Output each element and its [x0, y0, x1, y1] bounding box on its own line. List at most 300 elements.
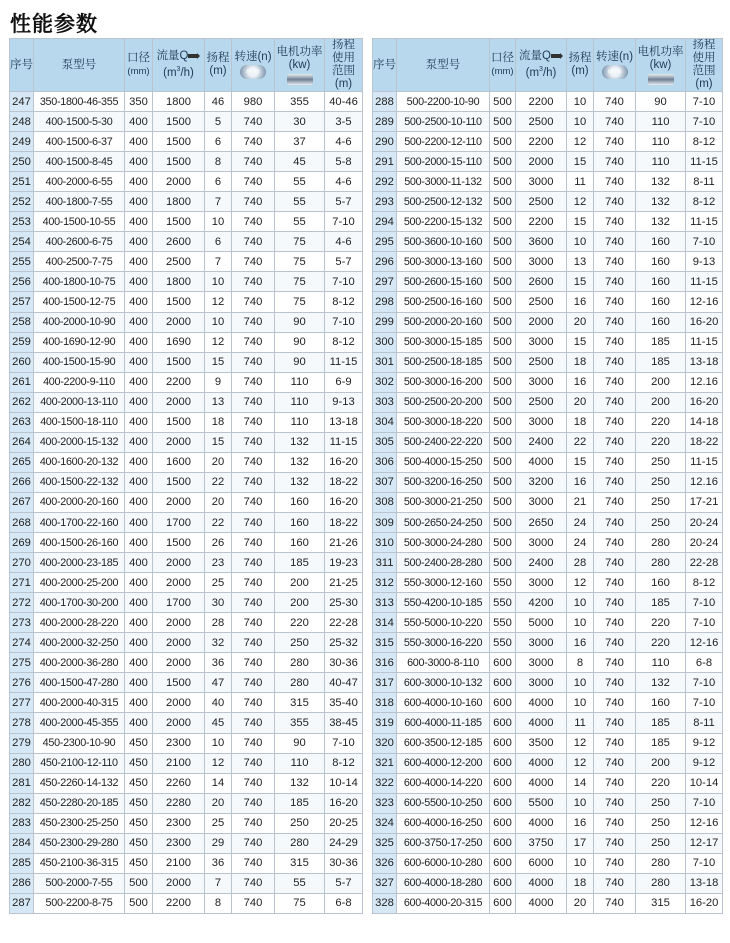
cell-model: 600-4000-12-200	[397, 753, 490, 773]
cell-caliber: 500	[490, 452, 516, 472]
cell-flow: 2500	[516, 352, 567, 372]
cell-caliber: 450	[125, 793, 153, 813]
cell-caliber: 400	[125, 593, 153, 613]
cell-seq: 273	[10, 613, 34, 633]
table-row	[10, 553, 363, 573]
cell-range: 9-13	[325, 392, 363, 412]
cell-caliber: 600	[490, 673, 516, 693]
table-row	[10, 172, 363, 192]
cell-caliber: 450	[125, 733, 153, 753]
cell-flow: 5500	[516, 793, 567, 813]
cell-model: 550-3000-12-160	[397, 573, 490, 593]
cell-power: 250	[275, 813, 325, 833]
cell-flow: 3000	[516, 533, 567, 553]
cell-model: 500-3200-16-250	[397, 472, 490, 492]
header-model: 泵型号	[34, 39, 125, 92]
table-row	[373, 793, 723, 813]
table-row	[10, 653, 363, 673]
cell-seq: 271	[10, 573, 34, 593]
cell-seq: 267	[10, 492, 34, 512]
cell-caliber: 550	[490, 593, 516, 613]
cell-range: 8-12	[325, 753, 363, 773]
cell-head: 12	[567, 753, 594, 773]
cell-flow: 2500	[153, 252, 205, 272]
cell-flow: 2000	[153, 392, 205, 412]
table-row	[10, 492, 363, 512]
table-row	[10, 873, 363, 893]
cell-seq: 283	[10, 813, 34, 833]
cell-head: 25	[205, 813, 232, 833]
cell-caliber: 400	[125, 392, 153, 412]
cell-seq: 310	[373, 533, 397, 553]
cell-seq: 280	[10, 753, 34, 773]
cell-caliber: 400	[125, 192, 153, 212]
cell-power: 160	[636, 252, 686, 272]
cell-power: 220	[636, 412, 686, 432]
table-row	[10, 152, 363, 172]
cell-power: 160	[636, 312, 686, 332]
cell-model: 600-4000-20-315	[397, 893, 490, 913]
cell-head: 6	[205, 172, 232, 192]
cell-range: 11-15	[325, 432, 363, 452]
cell-model: 500-2400-28-280	[397, 553, 490, 573]
cell-range: 4-6	[325, 172, 363, 192]
cell-model: 450-2100-12-110	[34, 753, 125, 773]
cell-range: 7-10	[686, 232, 723, 252]
cell-flow: 2000	[516, 152, 567, 172]
cell-flow: 2000	[153, 432, 205, 452]
cell-speed: 740	[594, 492, 636, 512]
cell-range: 18-22	[686, 432, 723, 452]
cell-caliber: 400	[125, 653, 153, 673]
cell-seq: 290	[373, 132, 397, 152]
cell-caliber: 350	[125, 92, 153, 112]
table-row	[373, 172, 723, 192]
cell-seq: 327	[373, 873, 397, 893]
cell-model: 400-1500-22-132	[34, 472, 125, 492]
table-row	[10, 593, 363, 613]
table-row	[373, 432, 723, 452]
table-row	[373, 252, 723, 272]
cell-head: 10	[205, 312, 232, 332]
table-row	[10, 392, 363, 412]
cell-model: 400-1500-26-160	[34, 533, 125, 553]
cell-model: 400-2000-10-90	[34, 312, 125, 332]
cell-flow: 1500	[153, 673, 205, 693]
cell-model: 400-1600-20-132	[34, 452, 125, 472]
cell-speed: 740	[594, 232, 636, 252]
header-model: 泵型号	[397, 39, 490, 92]
cell-caliber: 400	[125, 332, 153, 352]
cell-power: 185	[636, 713, 686, 733]
cell-power: 160	[636, 693, 686, 713]
motor-icon	[287, 74, 313, 85]
cell-range: 38-45	[325, 713, 363, 733]
cell-model: 500-3000-15-185	[397, 332, 490, 352]
cell-flow: 2300	[153, 833, 205, 853]
cell-speed: 740	[594, 212, 636, 232]
cell-speed: 740	[232, 893, 275, 913]
cell-head: 12	[205, 753, 232, 773]
header-seq: 序号	[373, 39, 397, 92]
cell-flow: 3000	[516, 633, 567, 653]
cell-seq: 313	[373, 593, 397, 613]
cell-flow: 2100	[153, 753, 205, 773]
cell-power: 200	[275, 593, 325, 613]
cell-power: 250	[636, 492, 686, 512]
cell-head: 15	[205, 432, 232, 452]
cell-flow: 2000	[153, 653, 205, 673]
cell-speed: 740	[594, 713, 636, 733]
cell-flow: 4000	[516, 753, 567, 773]
cell-power: 55	[275, 172, 325, 192]
cell-speed: 740	[594, 553, 636, 573]
table-row	[10, 733, 363, 753]
cell-power: 250	[636, 833, 686, 853]
cell-model: 500-2200-15-132	[397, 212, 490, 232]
cell-head: 15	[567, 272, 594, 292]
cell-seq: 268	[10, 512, 34, 532]
cell-flow: 3000	[516, 412, 567, 432]
cell-speed: 980	[232, 92, 275, 112]
cell-power: 75	[275, 893, 325, 913]
cell-speed: 740	[232, 292, 275, 312]
cell-power: 220	[636, 613, 686, 633]
cell-caliber: 600	[490, 813, 516, 833]
cell-head: 7	[205, 192, 232, 212]
cell-seq: 279	[10, 733, 34, 753]
cell-caliber: 500	[490, 112, 516, 132]
cell-flow: 2400	[516, 553, 567, 573]
cell-range: 30-36	[325, 653, 363, 673]
cell-power: 132	[636, 212, 686, 232]
cell-flow: 2100	[153, 853, 205, 873]
cell-seq: 260	[10, 352, 34, 372]
cell-flow: 2500	[516, 192, 567, 212]
cell-flow: 2200	[153, 372, 205, 392]
cell-speed: 740	[232, 573, 275, 593]
cell-caliber: 400	[125, 673, 153, 693]
table-row	[373, 312, 723, 332]
cell-speed: 740	[232, 152, 275, 172]
page-title: 性能参数	[10, 12, 98, 36]
cell-head: 20	[205, 452, 232, 472]
cell-seq: 256	[10, 272, 34, 292]
cell-speed: 740	[594, 372, 636, 392]
cell-seq: 264	[10, 432, 34, 452]
table-row	[10, 412, 363, 432]
cell-flow: 1800	[153, 92, 205, 112]
cell-seq: 263	[10, 412, 34, 432]
table-row	[373, 753, 723, 773]
table-row	[373, 412, 723, 432]
cell-seq: 293	[373, 192, 397, 212]
cell-caliber: 500	[490, 232, 516, 252]
table-row	[373, 853, 723, 873]
cell-speed: 740	[594, 753, 636, 773]
cell-head: 46	[205, 92, 232, 112]
cell-head: 8	[205, 893, 232, 913]
header-caliber: 口径 (mm)	[490, 39, 516, 92]
cell-flow: 2500	[516, 392, 567, 412]
cell-model: 400-1500-12-75	[34, 292, 125, 312]
cell-range: 8-11	[686, 172, 723, 192]
cell-flow: 3600	[516, 232, 567, 252]
table-row	[10, 132, 363, 152]
cell-flow: 1700	[153, 593, 205, 613]
cell-head: 5	[205, 112, 232, 132]
cell-caliber: 500	[490, 392, 516, 412]
cell-caliber: 450	[125, 773, 153, 793]
table-row	[10, 272, 363, 292]
cell-flow: 3000	[516, 653, 567, 673]
cell-range: 7-10	[325, 272, 363, 292]
cell-head: 28	[567, 553, 594, 573]
cell-range: 5-7	[325, 192, 363, 212]
cell-head: 23	[205, 553, 232, 573]
cell-caliber: 600	[490, 653, 516, 673]
cell-model: 500-2400-22-220	[397, 432, 490, 452]
cell-seq: 278	[10, 713, 34, 733]
cell-head: 10	[567, 593, 594, 613]
table-row	[10, 312, 363, 332]
cell-model: 500-3000-11-132	[397, 172, 490, 192]
cell-head: 18	[567, 873, 594, 893]
cell-flow: 1500	[153, 112, 205, 132]
table-row	[373, 352, 723, 372]
cell-model: 500-2000-15-110	[397, 152, 490, 172]
table-row	[373, 112, 723, 132]
header-power: 电机功率 (kw)	[275, 39, 325, 92]
cell-caliber: 400	[125, 613, 153, 633]
cell-head: 10	[205, 272, 232, 292]
cell-range: 8-12	[686, 132, 723, 152]
cell-power: 75	[275, 272, 325, 292]
cell-caliber: 400	[125, 352, 153, 372]
table-row	[373, 472, 723, 492]
rpm-gauge-icon: r/min	[602, 65, 628, 79]
cell-power: 280	[275, 653, 325, 673]
cell-flow: 2400	[516, 432, 567, 452]
cell-caliber: 400	[125, 533, 153, 553]
table-header-row	[10, 39, 363, 92]
cell-caliber: 400	[125, 452, 153, 472]
cell-caliber: 500	[490, 92, 516, 112]
cell-flow: 1500	[153, 132, 205, 152]
cell-flow: 3000	[516, 252, 567, 272]
table-row	[373, 693, 723, 713]
cell-speed: 740	[594, 272, 636, 292]
cell-range: 7-10	[686, 673, 723, 693]
cell-flow: 3000	[516, 492, 567, 512]
cell-speed: 740	[232, 212, 275, 232]
cell-seq: 281	[10, 773, 34, 793]
pipe-flow-icon	[551, 52, 563, 60]
table-row	[10, 432, 363, 452]
cell-speed: 740	[232, 833, 275, 853]
cell-range: 16-20	[325, 492, 363, 512]
cell-caliber: 400	[125, 312, 153, 332]
cell-flow: 3000	[516, 372, 567, 392]
cell-model: 600-3500-12-185	[397, 733, 490, 753]
cell-seq: 303	[373, 392, 397, 412]
cell-power: 37	[275, 132, 325, 152]
cell-seq: 317	[373, 673, 397, 693]
cell-caliber: 600	[490, 873, 516, 893]
cell-model: 450-2300-25-250	[34, 813, 125, 833]
cell-flow: 3000	[516, 172, 567, 192]
cell-speed: 740	[232, 733, 275, 753]
cell-speed: 740	[594, 593, 636, 613]
cell-power: 220	[636, 432, 686, 452]
cell-flow: 1800	[153, 192, 205, 212]
table-row	[10, 533, 363, 553]
cell-flow: 1500	[153, 472, 205, 492]
cell-head: 10	[205, 212, 232, 232]
header-power: 电机功率 (kw)	[636, 39, 686, 92]
cell-power: 250	[636, 793, 686, 813]
cell-speed: 740	[232, 332, 275, 352]
table-row	[10, 713, 363, 733]
cell-speed: 740	[232, 793, 275, 813]
cell-head: 24	[567, 533, 594, 553]
cell-caliber: 400	[125, 292, 153, 312]
cell-power: 160	[636, 292, 686, 312]
cell-seq: 324	[373, 813, 397, 833]
cell-speed: 740	[232, 432, 275, 452]
cell-power: 355	[275, 713, 325, 733]
cell-power: 132	[636, 673, 686, 693]
cell-range: 12-16	[686, 813, 723, 833]
cell-range: 7-10	[686, 693, 723, 713]
cell-head: 29	[205, 833, 232, 853]
cell-model: 500-2500-10-110	[397, 112, 490, 132]
cell-speed: 740	[232, 533, 275, 553]
cell-power: 160	[636, 272, 686, 292]
cell-model: 500-2500-12-132	[397, 192, 490, 212]
cell-speed: 740	[594, 452, 636, 472]
cell-flow: 2000	[153, 613, 205, 633]
cell-flow: 1700	[153, 512, 205, 532]
table-row	[10, 573, 363, 593]
cell-caliber: 400	[125, 272, 153, 292]
cell-seq: 251	[10, 172, 34, 192]
cell-power: 132	[275, 472, 325, 492]
cell-model: 400-1800-10-75	[34, 272, 125, 292]
cell-seq: 274	[10, 633, 34, 653]
cell-seq: 276	[10, 673, 34, 693]
cell-range: 7-10	[686, 853, 723, 873]
cell-range: 7-10	[686, 112, 723, 132]
cell-power: 315	[275, 693, 325, 713]
table-row	[373, 452, 723, 472]
cell-speed: 740	[594, 132, 636, 152]
cell-seq: 270	[10, 553, 34, 573]
cell-caliber: 500	[490, 172, 516, 192]
pipe-flow-icon	[188, 52, 200, 60]
cell-range: 14-18	[686, 412, 723, 432]
cell-power: 250	[636, 813, 686, 833]
cell-flow: 4200	[516, 593, 567, 613]
cell-model: 600-4000-14-220	[397, 773, 490, 793]
cell-flow: 2200	[153, 893, 205, 913]
cell-range: 5-7	[325, 252, 363, 272]
cell-caliber: 600	[490, 693, 516, 713]
cell-power: 280	[636, 533, 686, 553]
cell-head: 16	[567, 472, 594, 492]
table-row	[373, 92, 723, 112]
header-caliber: 口径 (mm)	[125, 39, 153, 92]
cell-power: 132	[275, 773, 325, 793]
cell-caliber: 600	[490, 853, 516, 873]
cell-caliber: 400	[125, 212, 153, 232]
cell-power: 110	[636, 112, 686, 132]
header-range: 扬程使用范围 (m)	[686, 39, 723, 92]
cell-caliber: 400	[125, 152, 153, 172]
cell-seq: 254	[10, 232, 34, 252]
cell-seq: 302	[373, 372, 397, 392]
cell-power: 110	[275, 372, 325, 392]
table-row	[10, 212, 363, 232]
cell-seq: 326	[373, 853, 397, 873]
cell-flow: 2000	[153, 873, 205, 893]
table-row	[373, 292, 723, 312]
cell-seq: 277	[10, 693, 34, 713]
cell-speed: 740	[232, 853, 275, 873]
cell-speed: 740	[232, 112, 275, 132]
cell-range: 7-10	[686, 593, 723, 613]
cell-model: 500-2000-7-55	[34, 873, 125, 893]
table-row	[10, 232, 363, 252]
cell-power: 90	[636, 92, 686, 112]
cell-range: 20-25	[325, 813, 363, 833]
cell-head: 12	[567, 733, 594, 753]
cell-power: 200	[636, 753, 686, 773]
cell-power: 220	[636, 773, 686, 793]
cell-range: 22-28	[325, 613, 363, 633]
cell-model: 400-1800-7-55	[34, 192, 125, 212]
cell-model: 500-2500-20-200	[397, 392, 490, 412]
cell-caliber: 400	[125, 112, 153, 132]
table-row	[373, 212, 723, 232]
header-speed: 转速(n) r/min	[232, 39, 275, 92]
cell-model: 400-2000-25-200	[34, 573, 125, 593]
cell-range: 5-7	[325, 873, 363, 893]
cell-seq: 286	[10, 873, 34, 893]
cell-seq: 287	[10, 893, 34, 913]
cell-caliber: 400	[125, 252, 153, 272]
table-row	[10, 633, 363, 653]
cell-range: 8-12	[686, 192, 723, 212]
cell-head: 12	[205, 292, 232, 312]
cell-power: 75	[275, 252, 325, 272]
cell-head: 15	[205, 352, 232, 372]
cell-head: 14	[205, 773, 232, 793]
cell-flow: 3000	[516, 673, 567, 693]
cell-seq: 252	[10, 192, 34, 212]
cell-flow: 2650	[516, 512, 567, 532]
cell-model: 600-3750-17-250	[397, 833, 490, 853]
cell-speed: 740	[232, 352, 275, 372]
cell-flow: 2280	[153, 793, 205, 813]
cell-flow: 2000	[153, 492, 205, 512]
cell-range: 18-22	[325, 472, 363, 492]
cell-speed: 740	[232, 693, 275, 713]
cell-range: 19-23	[325, 553, 363, 573]
cell-model: 400-2000-20-160	[34, 492, 125, 512]
cell-flow: 2000	[153, 172, 205, 192]
cell-speed: 740	[232, 252, 275, 272]
